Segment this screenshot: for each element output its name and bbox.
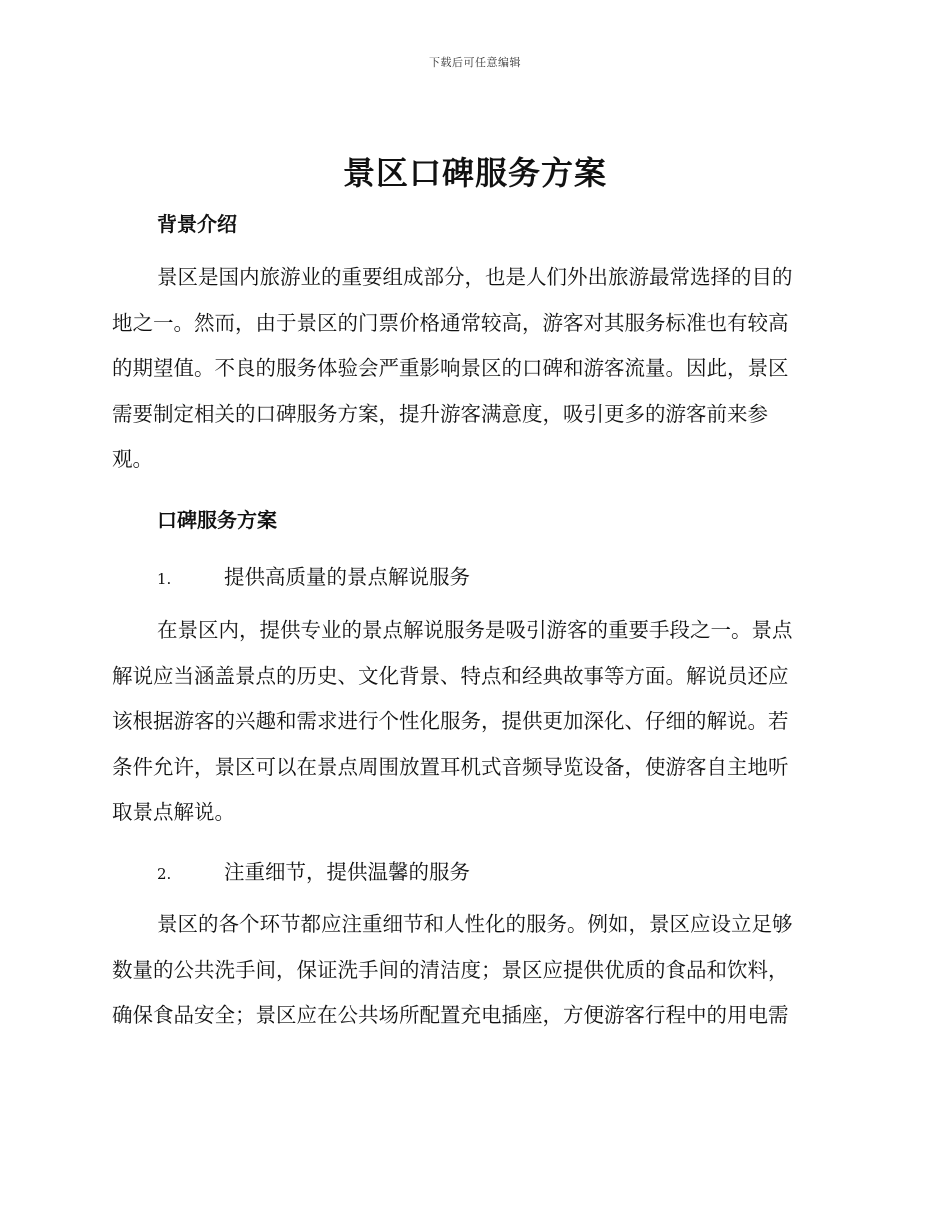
list-item-title: 提供高质量的景点解说服务	[224, 565, 470, 589]
paragraph-line: 地之一。然而，由于景区的门票价格通常较高，游客对其服务标准也有较高	[112, 310, 789, 335]
document-title: 景区口碑服务方案	[342, 154, 607, 192]
paragraph-line: 条件允许，景区可以在景点周围放置耳机式音频导览设备，使游客自主地听	[112, 754, 789, 779]
page-header-note: 下载后可任意编辑	[429, 56, 521, 69]
paragraph-line: 景区的各个环节都应注重细节和人性化的服务。例如，景区应设立足够	[157, 912, 793, 936]
list-number: 1.	[157, 570, 172, 588]
background-paragraph	[112, 255, 832, 483]
list-item-title: 注重细节，提供温馨的服务	[224, 860, 470, 884]
paragraph-line: 观。	[112, 447, 153, 471]
item-1-paragraph	[112, 608, 832, 836]
paragraph-line: 确保食品安全；景区应在公共场所配置充电插座，方便游客行程中的用电需	[112, 1003, 789, 1027]
paragraph-line: 取景点解说。	[112, 800, 235, 824]
list-item-1	[157, 560, 470, 590]
paragraph-line: 景区是国内旅游业的重要组成部分，也是人们外出旅游最常选择的目的	[157, 265, 793, 289]
paragraph-line: 数量的公共洗手间，保证洗手间的清洁度；景区应提供优质的食品和饮料，	[112, 957, 789, 982]
paragraph-line: 的期望值。不良的服务体验会严重影响景区的口碑和游客流量。因此，景区	[112, 356, 789, 380]
list-number: 2.	[157, 865, 172, 883]
list-item-2	[157, 855, 470, 885]
paragraph-line: 需要制定相关的口碑服务方案，提升游客满意度，吸引更多的游客前来参	[112, 401, 768, 426]
paragraph-line: 在景区内，提供专业的景点解说服务是吸引游客的重要手段之一。景点	[157, 618, 793, 642]
paragraph-line: 解说应当涵盖景点的历史、文化背景、特点和经典故事等方面。解说员还应	[112, 663, 789, 688]
item-2-paragraph	[112, 902, 832, 1039]
paragraph-line: 该根据游客的兴趣和需求进行个性化服务，提供更加深化、仔细的解说。若	[112, 709, 789, 733]
section-heading-plan: 口碑服务方案	[157, 508, 277, 532]
section-heading-background: 背景介绍	[157, 212, 237, 236]
